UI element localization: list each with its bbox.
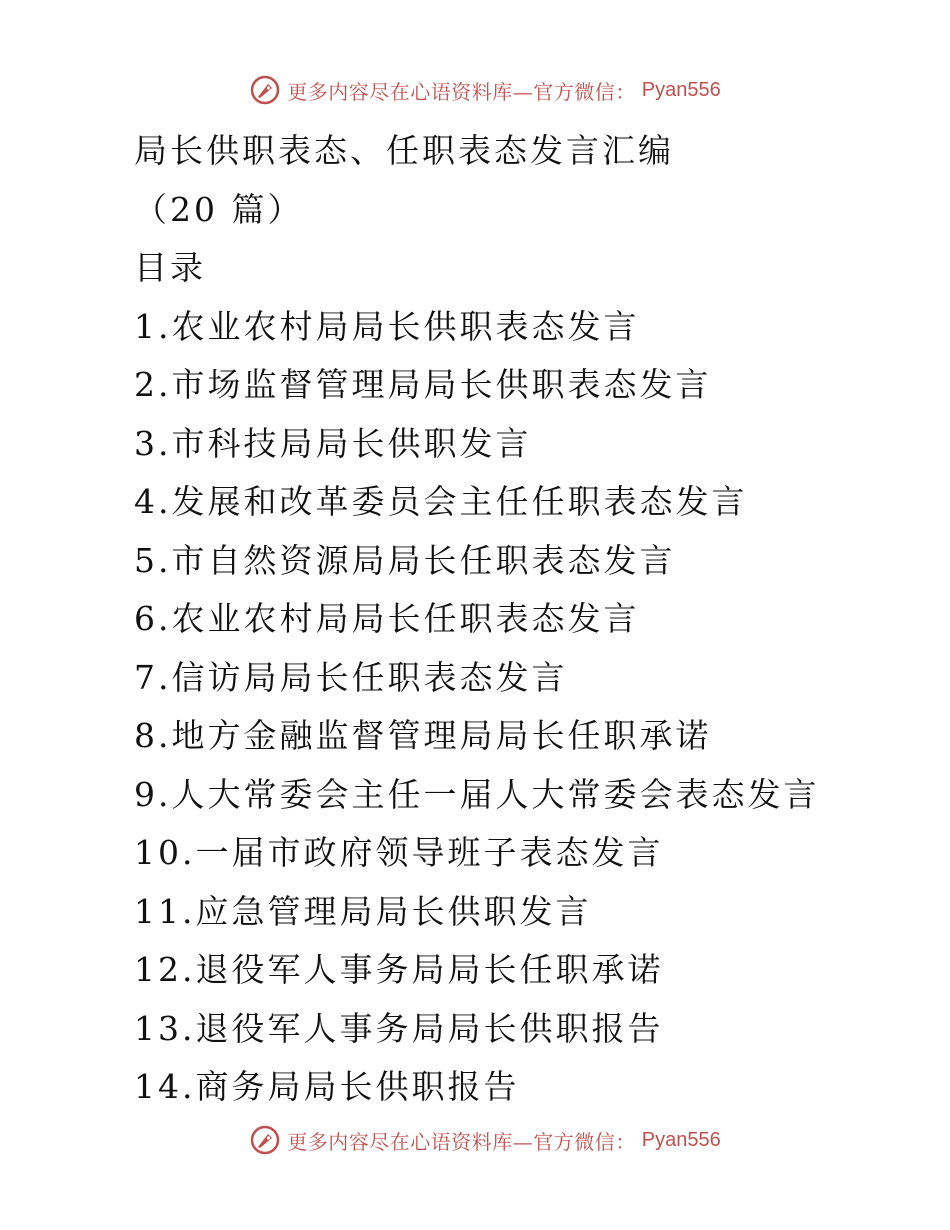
toc-heading: 目录 [134,248,206,287]
toc-item: 11.应急管理局局长供职发言 [134,891,592,931]
toc-item: 10.一届市政府领导班子表态发言 [134,833,664,872]
toc-item: 5.市自然资源局局长任职表态发言 [134,540,676,580]
document-body [134,122,914,1117]
toc-item: 2.市场监督管理局局长供职表态发言 [134,365,712,404]
toc-item: 12.退役军人事务局局长任职承诺 [134,950,664,989]
banner-wechat-id: Pyan556 [641,1128,721,1151]
banner-wechat-id: Pyan556 [641,78,721,101]
banner-text: 更多内容尽在心语资料库—官方微信： [287,1129,636,1154]
toc-item: 13.退役军人事务局局长供职报告 [134,1008,664,1048]
footer-banner [0,1120,950,1160]
pen-nib-logo-icon [249,1124,281,1156]
toc-item: 3.市科技局局长供职发言 [134,423,532,463]
toc-item: 4.发展和改革委员会主任任职表态发言 [134,482,748,521]
toc-item: 14.商务局局长供职报告 [134,1067,520,1106]
toc-item: 1.农业农村局局长供职表态发言 [134,306,640,346]
toc-item: 9.人大常委会主任一届人大常委会表态发言 [134,774,820,814]
banner-text: 更多内容尽在心语资料库—官方微信： [287,79,636,104]
toc-item: 7.信访局局长任职表态发言 [134,657,568,697]
toc-item: 8.地方金融监督管理局局长任职承诺 [134,716,712,755]
toc-item: 6.农业农村局局长任职表态发言 [134,599,640,638]
document-subtitle: （20 篇） [134,189,304,229]
header-banner [0,70,950,110]
document-title: 局长供职表态、任职表态发言汇编 [134,131,674,170]
pen-nib-logo-icon [249,74,281,106]
